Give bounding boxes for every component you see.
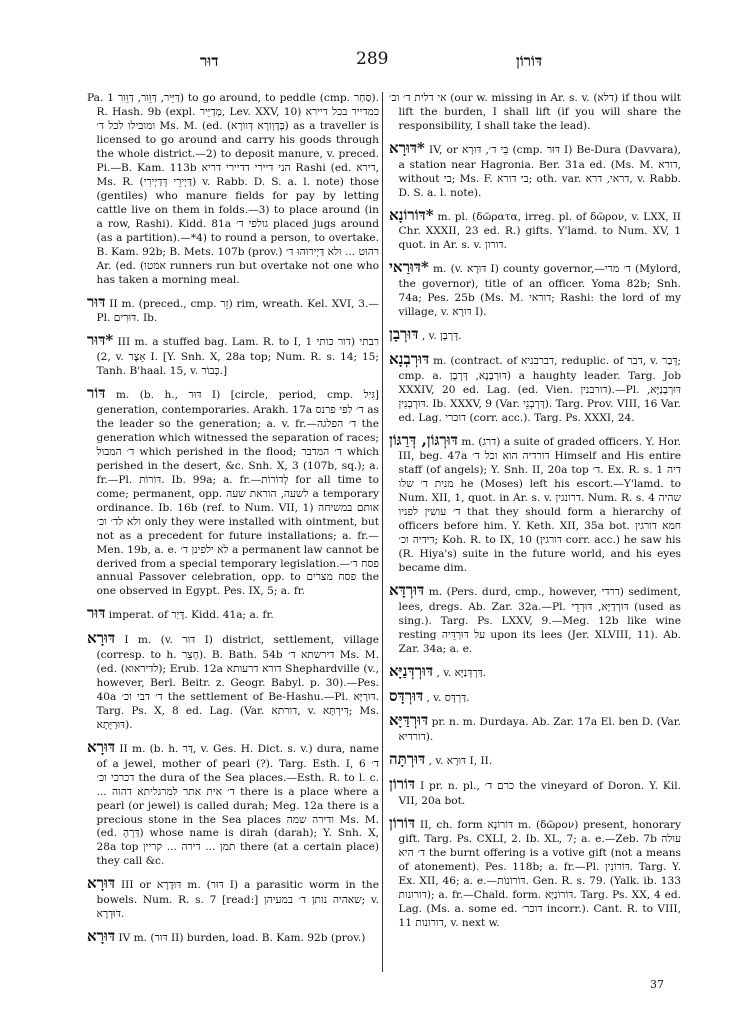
entry-definition: m. (v. דּוּרָא I) county governor,—ד׳ מרי (Mylord, the governor), title of an officer. Yoma 82b; Snh. 74a; Pes. 25b (Ms. M. דוראי; Rashi: the lord of my village, v. דּוּרָא I).	[398, 263, 681, 319]
dictionary-entry	[389, 350, 681, 426]
page-header	[0, 49, 750, 76]
dictionary-entry	[389, 325, 681, 345]
dictionary-entry	[389, 687, 681, 707]
dictionary-entry	[389, 92, 681, 134]
entry-definition: III m. a stuffed bag. Lam. R. to I, 1 רבתי (דור כותי 2), v. אָצֶר I. [Y. Snh. X, 28a top; Num. R. s. 14; 15; Tanh. B'haal. 15, v. כְּבוֹר.]	[96, 336, 379, 378]
dictionary-entry	[87, 92, 379, 288]
dictionary-entry	[87, 738, 379, 870]
entry-headword: דּוּרָא	[87, 629, 116, 648]
dictionary-entry	[389, 139, 681, 201]
dictionary-entry	[389, 258, 681, 320]
entry-definition: I m. (v. דּוּר I) district, settlement, village (corresp. to h. חָצֵר). B. Bath. 54b דירשתא ד׳ Ms. M. (ed. (לדיראוא); Erub. 12a דורא דרעותא Shephardville (v., however, Berl. Beitr. z. Geogr. Babyl. p. 30).—Pes. 40a ד׳ דבי וכ׳ the settlement of Be-Hashu.—Pl. דּוּרַיָּא. Targ. Ps. X, 8 ed. Lag. (Var. דורתא, v. דִּירְתָּא; Ms. דּוּרַיָּתָא).	[96, 634, 379, 731]
entry-definition: I pr. n. pl., כרם ד׳ the vineyard of Doron. Y. Kil. VII, 20a bot.	[398, 779, 681, 807]
entry-headword: דּוּרָא	[87, 927, 116, 946]
entry-headword: דּוּרָא	[87, 737, 116, 756]
entry-headword: דּוּרְדָּס	[389, 686, 424, 705]
entry-headword: דּוּרְדְּנַיָּא	[389, 661, 434, 680]
left-column	[87, 92, 379, 982]
entry-definition: , v. דַּרְדְּנַיָּא.	[436, 666, 487, 679]
entry-headword: דּוּרָא	[87, 874, 116, 893]
entry-definition: m. (b. h., דּוּר I) [circle, period, cmp. גִּיל] generation, contemporaries. Arakh. 17a ד׳ לפי פרנס as the leader so the generation; a. v. fr.—ד׳ הפלגה the generation which witnessed the separation of races; ד׳ המבול which perished in the flood; ד׳ המדבר which perished in the desert, &c. Snh. X, 3 (107b, sq.); a. fr.—Pl. דּוֹרוֹת. Ib. 99a; a. fr.—לְדוֹרוֹת for all time to come; permanent, opp. לשעה, הוראת שעה a temporary ordinance. Ib. 16b (ref. to Num. VII, 1) אותם במשיחה ולא לד׳ וכ׳ only they were installed with ointment, but not as a precedent for future installations; a. fr.—Men. 19b, a. e. לא ילפינן ד׳ a permanent law cannot be derived from a special temporary legislation.—פסח ד׳ annual Passover celebration, opp. to פסח מצרים the one observed in Egypt. Pes. IX, 5; a. fr.	[96, 389, 379, 598]
entry-definition: Pa. דַּיֵּיר, דַּוֵּור, דַּוֵּור 1) to go around, to peddle (cmp. סַחַר). R. Hash. 9b (expl. מְדַיֵּיר, Lev. XXV, 10) כמדייר בכל דיירא ומובילו לכל ד׳ Ms. M. (ed. (בְּדָוְורָא דְּווֹרָא) as a traveller is licensed to go around and carry his goods through the whole district.—2) to deposit manure, v. preced. Pi.—B. Kam. 113b הני דיירי דדיירי דריא Rashi (ed. דירא, Ms. R. (דַּיְירֵי דְּדַיְירִי) v. Rabb. D. S. a. l. note) those (gentiles) who manure fields for pay by letting cattle live on them in folds.—3) to place around (in a row, Rashi). Kidd. 81a גולפי ד׳ placed jugs around (as a partition).—*4) to round a person, to overtake. B. Kam. 92b; B. Mets. 107b (prov.) רהוט ... ולא דַּיְירוּהוּ ד׳ Ar. (ed. (אמטו runners run but overtake not one who has taken a morning meal.	[87, 92, 379, 286]
dictionary-entry	[389, 206, 681, 254]
dictionary-entry	[389, 775, 681, 809]
entry-headword: *דּוּרָא	[389, 138, 425, 157]
entry-definition: m. (contract. of דברבניא, reduplic. of דבר, v. דְּבַר; cmp. a. דּוּרְבָנָא, דָּרְבָן) a haughty leader. Targ. Job XXXIV, 20 ed. Lag. (ed. Vien. דורבנין).—Pl. דּוּרְבְנַיָּא, דּוּרְבְנִין. Ib. XXXV, 9 (Var. דָּרְבְנֵי). Targ. Prov. VIII, 16 Var. ed. Lag. דוכרי (corr. acc.). Targ. Ps. XXXI, 24.	[398, 354, 681, 424]
dictionary-entry	[87, 927, 379, 947]
entry-headword: דּוּרְדָּא	[389, 581, 425, 600]
dictionary-entry	[389, 581, 681, 657]
entry-headword: דּוּר	[87, 292, 106, 311]
entry-definition: אי דלית ד׳ וכ׳ (our w. missing in Ar. s. v. (דלא) if thou wilt lift the burden, I shall lift (if you will share the responsibility, I shall take the lead).	[389, 92, 681, 132]
right-running-headword: דּוֹרוֹן	[516, 52, 543, 70]
entry-definition: m. pl. (δῶρατα, irreg. pl. of δῶρον, v. LXX, II Chr. XXXII, 23 ed. R.) gifts. Y'lamd. to Num. XV, 1 quot. in Ar. s. v. דורון.	[398, 210, 681, 252]
dictionary-entry	[389, 711, 681, 745]
entry-headword: דּוּרְתָּה	[389, 750, 426, 769]
signature-mark: 37	[650, 978, 664, 991]
entry-headword: דּוּרְדַּיָּא	[389, 711, 429, 730]
entry-definition: , v. דַּרְדָּס.	[426, 691, 470, 704]
entry-headword: דּוּרְבָן	[389, 325, 419, 344]
column-divider	[382, 92, 383, 972]
entry-definition: imperat. of דָּיַר. Kidd. 41a; a. fr.	[108, 609, 274, 622]
page-number: 289	[356, 49, 389, 69]
entry-headword: דּוֹר	[87, 384, 106, 403]
entry-definition: II, ch. form דּוֹרוֹנָא m. (δῶρον) present, honorary gift. Targ. Ps. CXLI, 2. Ib. XL, 7; a. e.—Zeb. 7b עולה ד׳ היא the burnt offering is a votive gift (not a means of atonement). Pes. 118b; a. fr.—Pl. דּוֹרוֹנִין. Targ. Y. Ex. XII, 46; a. e.—דּוֹרוֹנוֹת. Gen. R. s. 79. (Yalk. ib. 133 דורונות); a. fr.—Chald. form. דּוֹרוֹנַיָּא. Targ. Ps. XX, 4 ed. Lag. (Ms. a. some ed. דוכר׳ incorr.). Cant. R. to VIII, 11 דורונות, v. next w.	[398, 818, 681, 930]
left-running-headword: דוּר	[200, 52, 219, 70]
right-column	[389, 92, 681, 972]
entry-definition: II m. (preced., cmp. זֵר) rim, wreath. Kel. XVI, 3.— Pl. דּוּרִים. Ib.	[96, 297, 379, 325]
dictionary-entry	[87, 293, 379, 327]
entry-headword: דּוּרְבְנָא	[389, 349, 430, 368]
entry-headword: דּוּר	[87, 604, 106, 623]
entry-definition: III or דּוּדָרָא m. (דּוּר I) a parasitic worm in the bowels. Num. R. s. 7 [read:] שאהיה נותן ד׳ במעיהן; v. דּוּדְרָא.	[96, 879, 379, 921]
entry-definition: , v. דָּרְבָן.	[421, 330, 462, 343]
entry-definition: IV, or בֵּי ד׳, דּוּרָא (cmp. דּוּר I) Be-Dura (Davvara), a station near Hagronia. Ber. 31a ed. (Ms. M. דורא, without בי; Ms. F. בי דורא; oth. var. דראי, דרא, v. Rabb. D. S. a. l. note).	[398, 143, 681, 199]
entry-headword: *דּוּר	[87, 331, 114, 350]
dictionary-entry	[389, 431, 681, 577]
dictionary-entry	[87, 331, 379, 379]
entry-headword: דּוֹרוֹן	[389, 774, 416, 793]
dictionary-entry	[389, 814, 681, 932]
dictionary-entry	[87, 874, 379, 922]
dictionary-entry	[389, 662, 681, 682]
entry-definition: , v. דּוּרָא I, II.	[428, 755, 493, 768]
dictionary-entry	[87, 604, 379, 624]
entry-definition: IV m. (דּוּר II) burden, load. B. Kam. 92b (prov.)	[118, 932, 366, 945]
entry-headword: דּוּרְגּוֹן, דְּרַגּוֹן	[389, 430, 458, 449]
entry-definition: m. (Pers. durd, cmp., however, דרדי) sediment, lees, dregs. Ab. Zar. 32a.—Pl. דּוּרְדַיָּא, דּוּרְדֵי (used as sing.). Targ. Ps. LXXV, 9.—Meg. 12b like wine resting על דּוּרְדֵּיה upon its lees (Jer. XLVIII, 11). Ab. Zar. 34a; a. e.	[398, 586, 681, 655]
entry-headword: *דּוּרַאי	[389, 258, 429, 277]
entry-headword: *דּוֹרוֹנָא	[389, 205, 434, 224]
entry-definition: pr. n. m. Durdaya. Ab. Zar. 17a El. ben D. (Var. דורדיא).	[398, 716, 681, 744]
dictionary-entry	[87, 384, 379, 599]
entry-definition: II m. (b. h. דַּר, v. Ges. H. Dict. s. v.) dura, name of a jewel, mother of pearl (?). Targ. Esth. I, 6 ד׳ דכרכי וכ׳ the dura of the Sea places.—Esth. R. to l. c. ... ד׳ אית אתר למרגליתא דהוה there is a place where a pearl (or jewel) is called durah; Meg. 12a there is a precious stone in the Sea places ודירה שמה Ms. M. (ed. דַּרְהָ) whose name is dirah (darah); Y. Snh. X, 28a top תמן ... דירה ... קריין there (at a certain place) they call &c.	[96, 742, 379, 868]
dictionary-entry	[389, 750, 681, 770]
entry-headword: דּוֹרוֹן	[389, 813, 416, 832]
dictionary-entry	[87, 629, 379, 733]
entry-definition: m. (דרג) a suite of graded officers. Y. Hor. III, beg. 47a דורדיה הוא וכל ד׳ Himself and His entire staff (of angels); Y. Snh. II, 20a top ד׳. Ex. R. s. 1 דיה מנית ד׳ שלו he (Moses) left his escort.—Y'lamd. to Num. XII, 1, quot. in Ar. s. v. דרונגין. Num. R. s. 4 שהיה ד׳ עושין לפניו that they should form a hierarchy of officers before him. Y. Keth. XII, 35a bot. חמא דורגין דידיה וכ׳; Koh. R. to IX, 10 (דורגין corr. acc.) he saw his (R. Hiya's) suite in the future world, and his eyes became dim.	[398, 435, 681, 575]
